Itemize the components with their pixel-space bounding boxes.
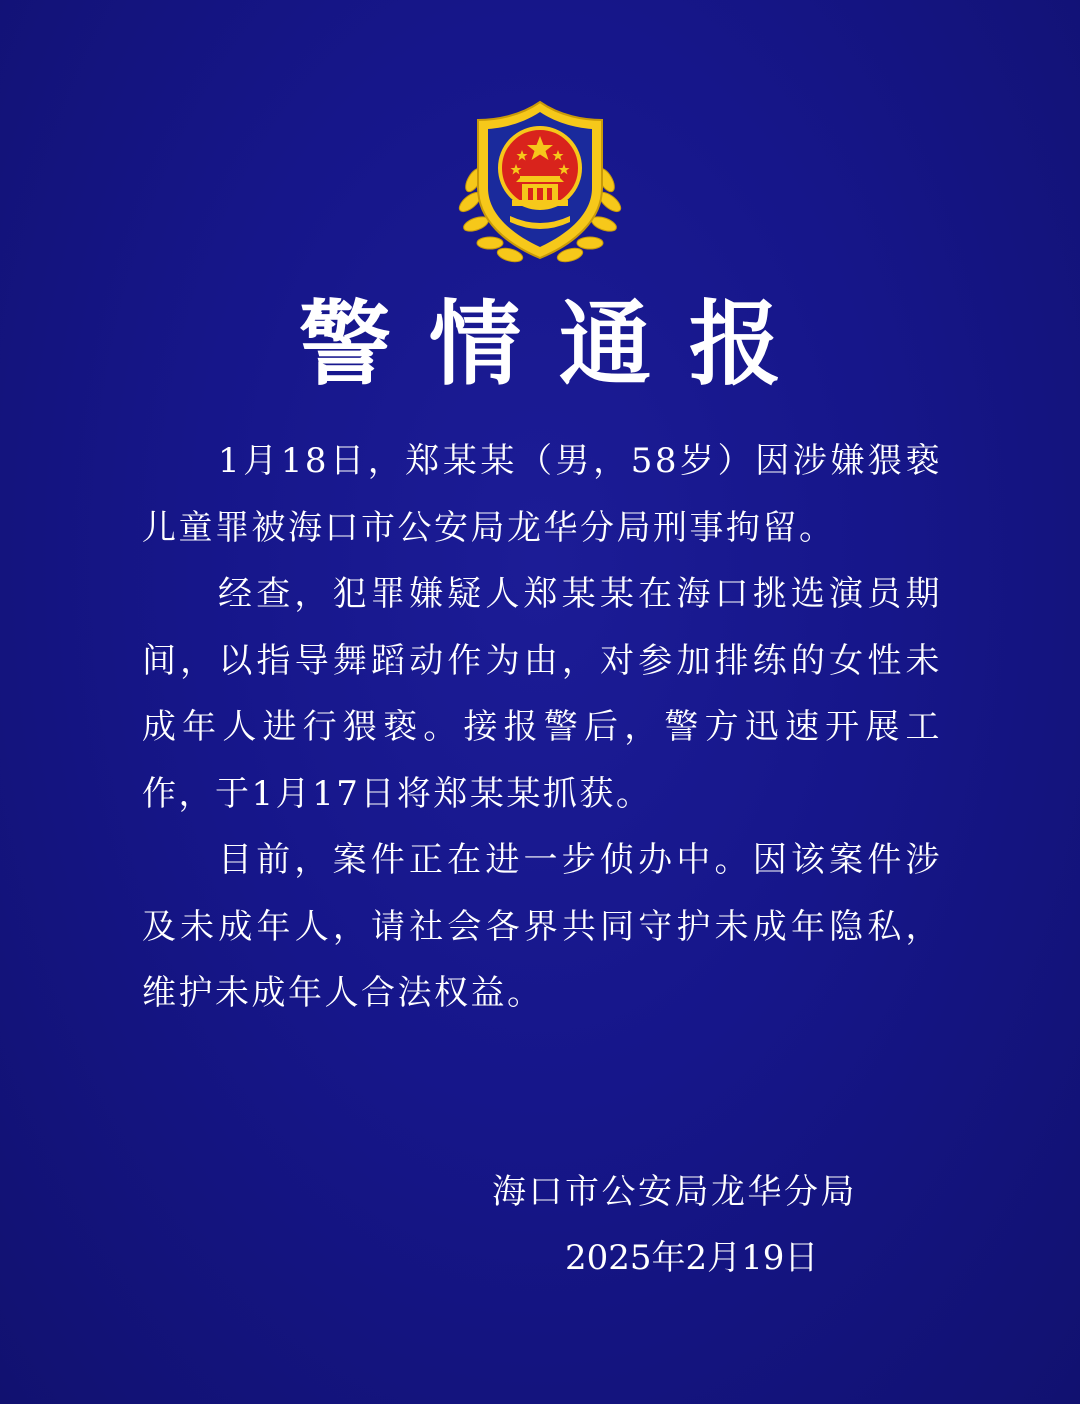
notice-paragraph: 1月18日，郑某某（男，58岁）因涉嫌猥亵儿童罪被海口市公安局龙华分局刑事拘留。 bbox=[142, 441, 942, 548]
signature-organization: 海口市公安局龙华分局 bbox=[492, 1172, 857, 1212]
signature-date: 2025年2月19日 bbox=[565, 1238, 819, 1278]
notice-paragraph: 目前，案件正在进一步侦办中。因该案件涉及未成年人，请社会各界共同守护未成年隐私，维护未成年人合法权益。 bbox=[142, 840, 942, 1013]
notice-body bbox=[142, 428, 942, 1027]
notice-paragraph: 经查，犯罪嫌疑人郑某某在海口挑选演员期间，以指导舞蹈动作为由，对参加排练的女性未成年人进行猥亵。接报警后，警方迅速开展工作，于1月17日将郑某某抓获。 bbox=[142, 574, 942, 814]
police-badge-icon bbox=[458, 98, 622, 268]
notice-title: 警情通报 bbox=[298, 291, 819, 398]
